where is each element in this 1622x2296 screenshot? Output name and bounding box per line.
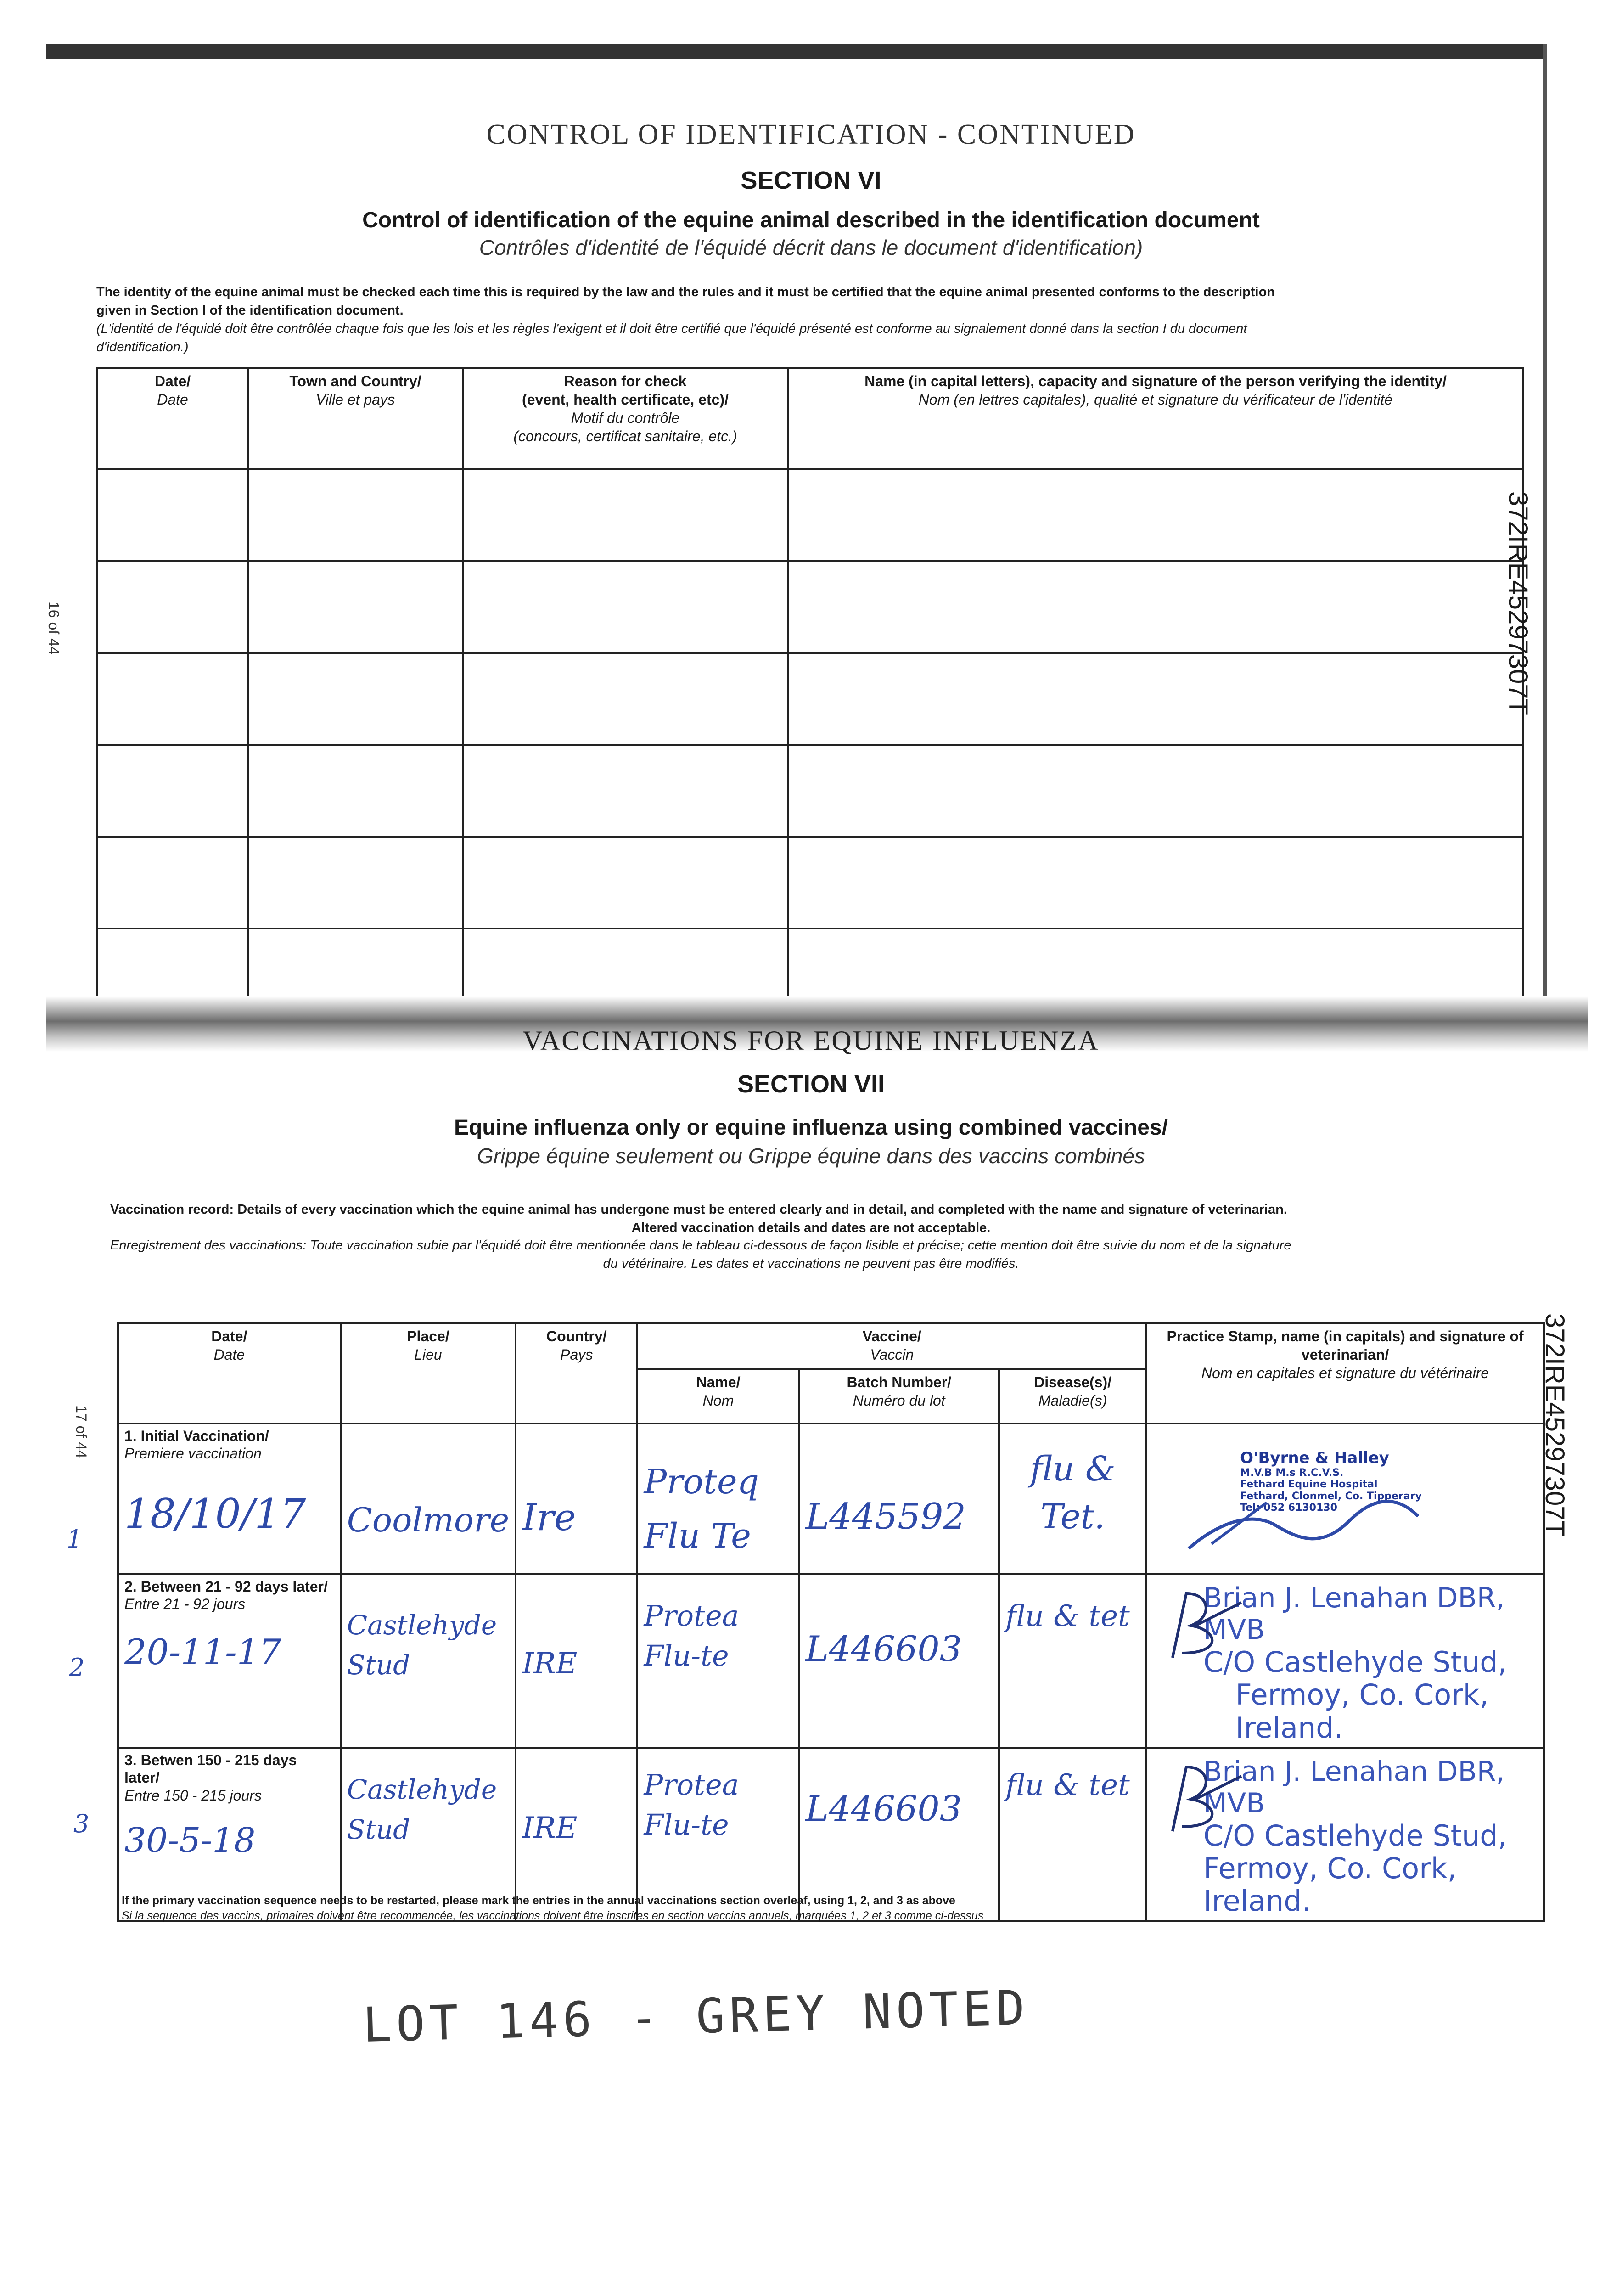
col-date: Date/ Date (118, 1323, 341, 1424)
stamp-vet-name: Brian J. Lenahan DBR, MVB (1203, 1755, 1505, 1819)
signature-mark (1184, 1493, 1423, 1558)
practice-stamp-cell: O'Byrne & Halley M.V.B M.s R.C.V.S. Fethard Equine Hospital Fethard, Clonmel, Co. Tipperary Tel: 052 6130130 (1146, 1424, 1544, 1574)
col-town: Town and Country/ Ville et pays (248, 368, 463, 469)
table-row (97, 561, 1523, 653)
place-cell: Coolmore (341, 1424, 516, 1574)
place-cell: Castlehyde Stud (341, 1574, 516, 1748)
batch-cell: L446603 (799, 1748, 999, 1921)
col-date: Date/ Date (97, 368, 248, 469)
record-instructions-2: Altered vaccination details and dates are not acceptable. (631, 1221, 991, 1235)
batch-cell: L445592 (799, 1424, 999, 1574)
practice-stamp-cell: Brian J. Lenahan DBR, MVB C/O Castlehyde Stud, Fermoy, Co. Cork, Ireland. (1146, 1574, 1544, 1748)
date-value: 18/10/17 (124, 1490, 306, 1537)
identity-check-table (96, 367, 1524, 1007)
section7-title-fr: Grippe équine seulement ou Grippe équine dans des vaccins combinés (477, 1144, 1145, 1168)
batch-cell: L446603 (799, 1574, 999, 1748)
col-vaccine: Vaccine/ Vaccin (637, 1323, 1146, 1369)
section7-heading: VACCINATIONS FOR EQUINE INFLUENZA (522, 1025, 1100, 1056)
section6-intro-fr-2: d'identification.) (96, 340, 189, 355)
passport-number-upper: 372IRE45297307T (1503, 491, 1533, 715)
col-batch: Batch Number/ Numéro du lot (799, 1369, 999, 1424)
section7-label: SECTION VII (737, 1070, 885, 1098)
table-row (97, 745, 1523, 837)
row-label: 2. Between 21 - 92 days later/ Entre 21 - 92 jours (124, 1578, 328, 1613)
record-instructions: Vaccination record: Details of every vaccination which the equine animal has undergone must be entered clearly and in detail, and completed with the name and signature of veterinarian. (110, 1202, 1287, 1217)
section6-label: SECTION VI (741, 167, 881, 194)
col-country: Country/ Pays (516, 1323, 637, 1424)
section6-intro-2: given in Section I of the identification document. (96, 303, 404, 318)
vaccination-table (117, 1322, 1545, 1922)
record-instructions-fr-2: du vétérinaire. Les dates et vaccinations ne peuvent pas être modifiés. (603, 1256, 1019, 1271)
table-row (97, 469, 1523, 561)
col-practice-stamp: Practice Stamp, name (in capitals) and signature of veterinarian/ Nom en capitales et signature du vétérinaire (1146, 1323, 1544, 1424)
col-verifier: Name (in capital letters), capacity and signature of the person verifying the identity/ Nom (en lettres capitales), qualité et signature du vérificateur de l'identité (788, 368, 1523, 469)
margin-number: 1 (67, 1525, 83, 1553)
signature-mark (1154, 1584, 1246, 1667)
margin-number: 3 (73, 1809, 90, 1838)
col-reason: Reason for check (event, health certificate, etc)/ Motif du contrôle (concours, certificat sanitaire, etc.) (463, 368, 788, 469)
row-date-cell (118, 1574, 341, 1748)
disease-cell: flu & Tet. (999, 1424, 1146, 1574)
stamp-practice-name: O'Byrne & Halley (1240, 1449, 1389, 1467)
vaccine-name-cell: Protea Flu-te (637, 1748, 799, 1921)
row-label: 1. Initial Vaccination/ Premiere vaccination (124, 1428, 269, 1462)
section6-intro-1: The identity of the equine animal must be checked each time this is required by the law and the rules and it must be certified that the equine animal presented conforms to the description (96, 285, 1275, 299)
vaccine-name-cell: Protea Flu-te (637, 1574, 799, 1748)
page-number-lower: 17 of 44 (73, 1405, 90, 1458)
margin-number: 2 (69, 1653, 85, 1682)
disease-cell: flu & tet (999, 1748, 1146, 1921)
section6-heading: CONTROL OF IDENTIFICATION - CONTINUED (486, 119, 1136, 150)
practice-stamp-cell: Brian J. Lenahan DBR, MVB C/O Castlehyde Stud, Fermoy, Co. Cork, Ireland. (1146, 1748, 1544, 1921)
stamp-vet-name: Brian J. Lenahan DBR, MVB (1203, 1582, 1505, 1646)
section6-intro-fr-1: (L'identité de l'équidé doit être contrôlée chaque fois que les lois et les règles l'exigent et il doit être certifié que l'équidé présenté est conforme au signalement donné dans la section I du document (96, 321, 1247, 336)
section6-title-fr: Contrôles d'identité de l'équidé décrit dans le document d'identification) (479, 236, 1143, 259)
table-row (118, 1424, 1544, 1574)
row-date-cell (118, 1424, 341, 1574)
footnote-fr: Si la sequence des vaccins, primaires doivent être recommencée, les vaccinations doivent être inscrites en section vaccins annuels, marquées 1, 2 et 3 comme ci-dessus (122, 1909, 984, 1922)
country-cell: IRE (516, 1574, 637, 1748)
footnote: If the primary vaccination sequence needs to be restarted, please mark the entries in the annual vaccinations section overleaf, using 1, 2, and 3 as above (122, 1894, 955, 1907)
section6-title: Control of identification of the equine animal described in the identification document (362, 208, 1260, 232)
country-cell: Ire (516, 1424, 637, 1574)
page-number-upper: 16 of 44 (45, 602, 62, 655)
scan-edge-top (46, 44, 1547, 59)
disease-cell: flu & tet (999, 1574, 1146, 1748)
col-disease: Disease(s)/ Maladie(s) (999, 1369, 1146, 1424)
date-value: 20-11-17 (124, 1631, 281, 1672)
vaccine-name-cell: Proteq Flu Te (637, 1424, 799, 1574)
record-instructions-fr: Enregistrement des vaccinations: Toute vaccination subie par l'équidé doit être mentionnée dans le tableau ci-dessous de façon lisible et précise; cette mention doit être suivie du nom et de la signature (110, 1238, 1291, 1253)
handwritten-lot-note: LOT 146 - GREY NOTED (362, 1980, 1030, 2053)
table-row (97, 929, 1523, 1007)
row-label: 3. Betwen 150 - 215 days later/ Entre 150 - 215 jours (124, 1751, 297, 1804)
signature-mark (1154, 1758, 1246, 1840)
table-row (97, 837, 1523, 929)
section7-title: Equine influenza only or equine influenza using combined vaccines/ (454, 1115, 1168, 1140)
table-row (118, 1574, 1544, 1748)
country-cell: IRE (516, 1748, 637, 1921)
date-value: 30-5-18 (124, 1821, 256, 1861)
place-cell: Castlehyde Stud (341, 1748, 516, 1921)
col-vaccine-name: Name/ Nom (637, 1369, 799, 1424)
col-place: Place/ Lieu (341, 1323, 516, 1424)
table-row (97, 653, 1523, 745)
passport-number-lower: 372IRE45297307T (1540, 1313, 1570, 1537)
